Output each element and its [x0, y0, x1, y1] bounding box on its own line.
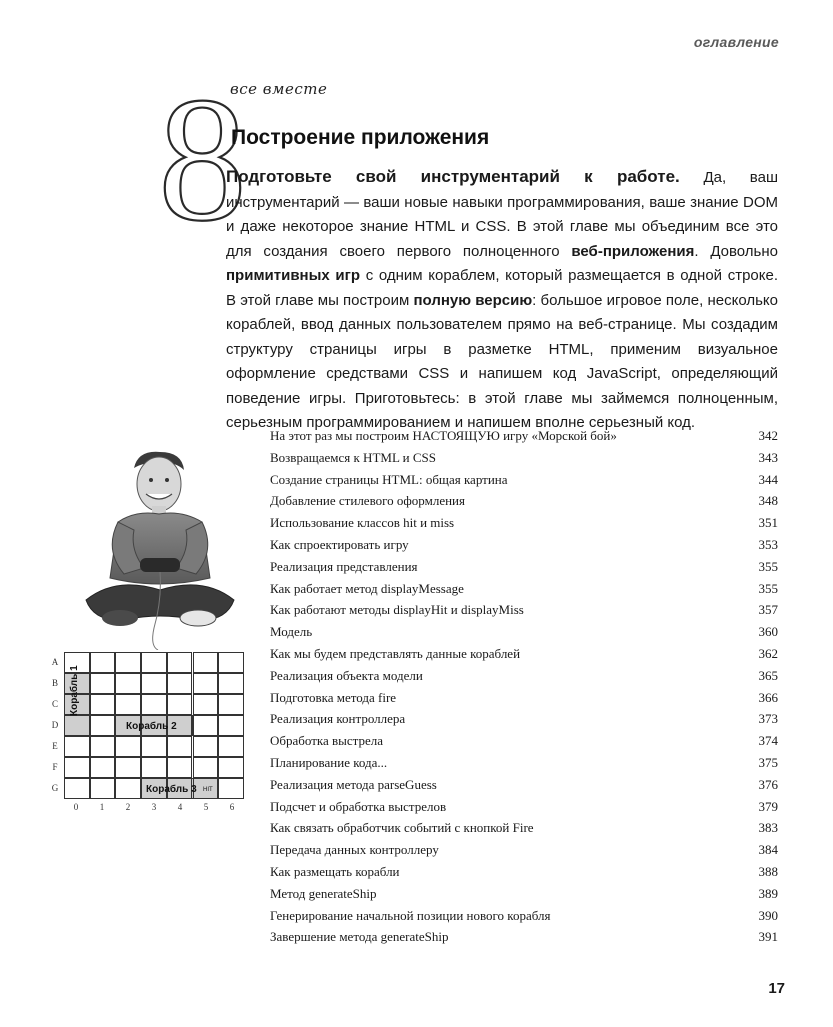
toc-page: 342 [758, 428, 778, 443]
intro-text-2: . Довольно [694, 242, 779, 260]
chapter-intro [226, 165, 778, 436]
board-cell [141, 736, 167, 757]
toc-title: Как размещать корабли [270, 863, 400, 879]
board-cell [218, 736, 244, 757]
gamer-illustration [76, 450, 244, 650]
toc-page: 348 [758, 493, 778, 509]
toc-entry[interactable] [270, 733, 778, 755]
row-label-a: A [51, 657, 59, 667]
col-label-6: 6 [229, 802, 235, 812]
board-cell [218, 673, 244, 694]
board-cell [64, 715, 90, 736]
col-label-4: 4 [177, 802, 183, 812]
toc-page: 388 [758, 863, 778, 879]
board-cell [115, 652, 141, 673]
toc-entry[interactable] [270, 515, 778, 537]
toc-entry[interactable] [270, 799, 778, 821]
row-label-g: G [51, 783, 59, 793]
toc-page: 343 [758, 449, 778, 465]
toc-page: 357 [758, 602, 778, 618]
board-cell [193, 652, 219, 673]
chapter-kicker: все вместе [230, 80, 328, 98]
toc-page: 391 [758, 929, 778, 945]
toc-page: 360 [758, 624, 778, 640]
toc-page: 390 [758, 907, 778, 923]
board-cell [193, 715, 219, 736]
board-cell [115, 736, 141, 757]
board-cell [193, 757, 219, 778]
toc-title: Планирование кода... [270, 754, 388, 770]
board-cell [141, 652, 167, 673]
board-cell [90, 715, 116, 736]
toc-title: Как мы будем представлять данные кораблей [270, 645, 521, 661]
toc-entry[interactable] [270, 842, 778, 864]
toc-entry[interactable] [270, 755, 778, 777]
col-label-5: 5 [203, 802, 209, 812]
intro-text-3: с одним кораблем, который размещается в одной строке. В этой главе мы построим [226, 267, 779, 309]
board-cell [90, 778, 116, 799]
toc-title: Обработка выстрела [270, 733, 384, 749]
row-label-f: F [52, 762, 58, 772]
ship-3-label: Корабль 3 [146, 784, 197, 795]
toc-entry[interactable] [270, 493, 778, 515]
board-cell [193, 694, 219, 715]
row-label-b: B [51, 678, 58, 688]
intro-lead: Подготовьте свой инструментарий к работе. [226, 167, 680, 186]
board-cell [193, 736, 219, 757]
row-label-c: C [51, 699, 58, 709]
intro-bold-3: полную версию [413, 291, 533, 309]
toc-entry[interactable] [270, 690, 778, 712]
toc-entry[interactable] [270, 602, 778, 624]
board-cell [167, 673, 193, 694]
board-cell [90, 757, 116, 778]
toc-entry[interactable] [270, 668, 778, 690]
col-label-2: 2 [125, 802, 131, 812]
intro-bold-2: примитивных игр [226, 267, 361, 284]
toc-title: Добавление стилевого оформления [270, 493, 465, 509]
table-of-contents [270, 428, 778, 951]
toc-title: Генерирование начальной позиции нового корабля [270, 907, 551, 923]
toc-title: Завершение метода generateShip [270, 929, 449, 945]
row-label-e: E [52, 741, 58, 751]
board-cell [64, 778, 90, 799]
toc-page: 384 [758, 842, 778, 858]
board-cell [218, 652, 244, 673]
toc-entry[interactable] [270, 711, 778, 733]
toc-entry[interactable] [270, 820, 778, 842]
toc-page: 376 [758, 776, 778, 792]
board-cell [218, 715, 244, 736]
board-cell [141, 757, 167, 778]
toc-entry[interactable] [270, 646, 778, 668]
toc-title: Как работает метод displayMessage [270, 580, 464, 596]
board-cell [218, 694, 244, 715]
toc-entry[interactable] [270, 472, 778, 494]
col-label-3: 3 [151, 802, 157, 812]
intro-bold-1: веб-приложения [571, 242, 695, 260]
toc-entry[interactable] [270, 428, 778, 450]
toc-page: 355 [758, 580, 778, 596]
board-cell [115, 778, 141, 799]
ship-1-label: Корабль 1 [69, 665, 80, 716]
toc-page: 374 [758, 733, 778, 749]
toc-title: Подсчет и обработка выстрелов [270, 798, 447, 814]
board-cell [218, 757, 244, 778]
toc-page: 389 [758, 885, 778, 901]
toc-title: Подготовка метода fire [270, 689, 397, 705]
toc-entry[interactable] [270, 450, 778, 472]
col-label-1: 1 [99, 802, 105, 812]
toc-title: Как связать обработчик событий с кнопкой Fire [270, 820, 534, 836]
hit-marker-label: HIT [203, 787, 213, 793]
toc-title: Реализация представления [270, 558, 418, 574]
toc-entry[interactable] [270, 864, 778, 886]
toc-title: Реализация объекта модели [270, 667, 423, 683]
ship-2-label: Корабль 2 [126, 721, 177, 732]
toc-page: 383 [758, 820, 778, 836]
row-label-d: D [51, 720, 59, 730]
board-cell [167, 694, 193, 715]
toc-page: 379 [758, 798, 778, 814]
intro-text-4: : большое игровое поле, несколько кораблей, ввод данных пользователем прямо на веб-странице. Мы создадим структуру страницы игры в разметке HTML, применим визуальное оформление средствами CSS и напишем код JavaScript, определяющий поведение игры. Приготовьтесь: в этой главе мы займемся полноценным, серьезным программированием и напишем вполне серьезный код. [226, 291, 778, 431]
toc-title: Использование классов hit и miss [270, 515, 455, 531]
board-cell [115, 673, 141, 694]
board-cell [141, 694, 167, 715]
toc-entry[interactable] [270, 886, 778, 908]
toc-page: 353 [758, 536, 778, 552]
toc-title: Реализация контроллера [270, 711, 406, 727]
toc-page: 344 [758, 471, 778, 487]
board-cell [90, 652, 116, 673]
toc-title: Реализация метода parseGuess [270, 776, 437, 792]
toc-page: 362 [758, 645, 778, 661]
board-cell [90, 694, 116, 715]
page-number: 17 [768, 980, 785, 997]
toc-page: 355 [758, 558, 778, 574]
board-cell [64, 736, 90, 757]
chapter-title: Построение приложения [231, 126, 490, 149]
toc-title: На этот раз мы построим НАСТОЯЩУЮ игру «Морской бой» [270, 428, 617, 443]
board-cell [115, 757, 141, 778]
toc-page: 375 [758, 754, 778, 770]
toc-title: Создание страницы HTML: общая картина [270, 471, 508, 487]
toc-entry[interactable] [270, 559, 778, 581]
section-header: оглавление [693, 34, 779, 50]
board-cell [167, 652, 193, 673]
board-cell [90, 673, 116, 694]
toc-entry[interactable] [270, 929, 778, 951]
toc-title: Модель [270, 624, 313, 640]
toc-title: Метод generateShip [270, 885, 377, 901]
board-cell [64, 757, 90, 778]
board-cell [167, 757, 193, 778]
board-cell [193, 673, 219, 694]
toc-entry[interactable] [270, 777, 778, 799]
toc-title: Возвращаемся к HTML и CSS [270, 449, 436, 465]
toc-page: 373 [758, 711, 778, 727]
toc-title: Как работают методы displayHit и displayMiss [270, 602, 524, 618]
toc-title: Как спроектировать игру [270, 536, 409, 552]
toc-entry[interactable] [270, 581, 778, 603]
toc-entry[interactable] [270, 624, 778, 646]
board-cell [141, 673, 167, 694]
board-cell [115, 694, 141, 715]
board-cell [218, 778, 244, 799]
toc-page: 351 [758, 515, 778, 531]
board-cell [90, 736, 116, 757]
toc-page: 365 [758, 667, 778, 683]
board-cell [167, 736, 193, 757]
col-label-0: 0 [73, 802, 79, 812]
toc-title: Передача данных контроллеру [270, 842, 439, 858]
toc-entry[interactable] [270, 537, 778, 559]
toc-entry[interactable] [270, 908, 778, 930]
chapter-number: 8 [158, 60, 247, 258]
intro-text-1: Да, ваш инструментарий — ваши новые навыки программирования, ваше знание DOM и даже некоторое знание HTML и CSS. В этой главе мы объединим все это для создания своего первого полноценного [226, 169, 778, 260]
toc-page: 366 [758, 689, 778, 705]
